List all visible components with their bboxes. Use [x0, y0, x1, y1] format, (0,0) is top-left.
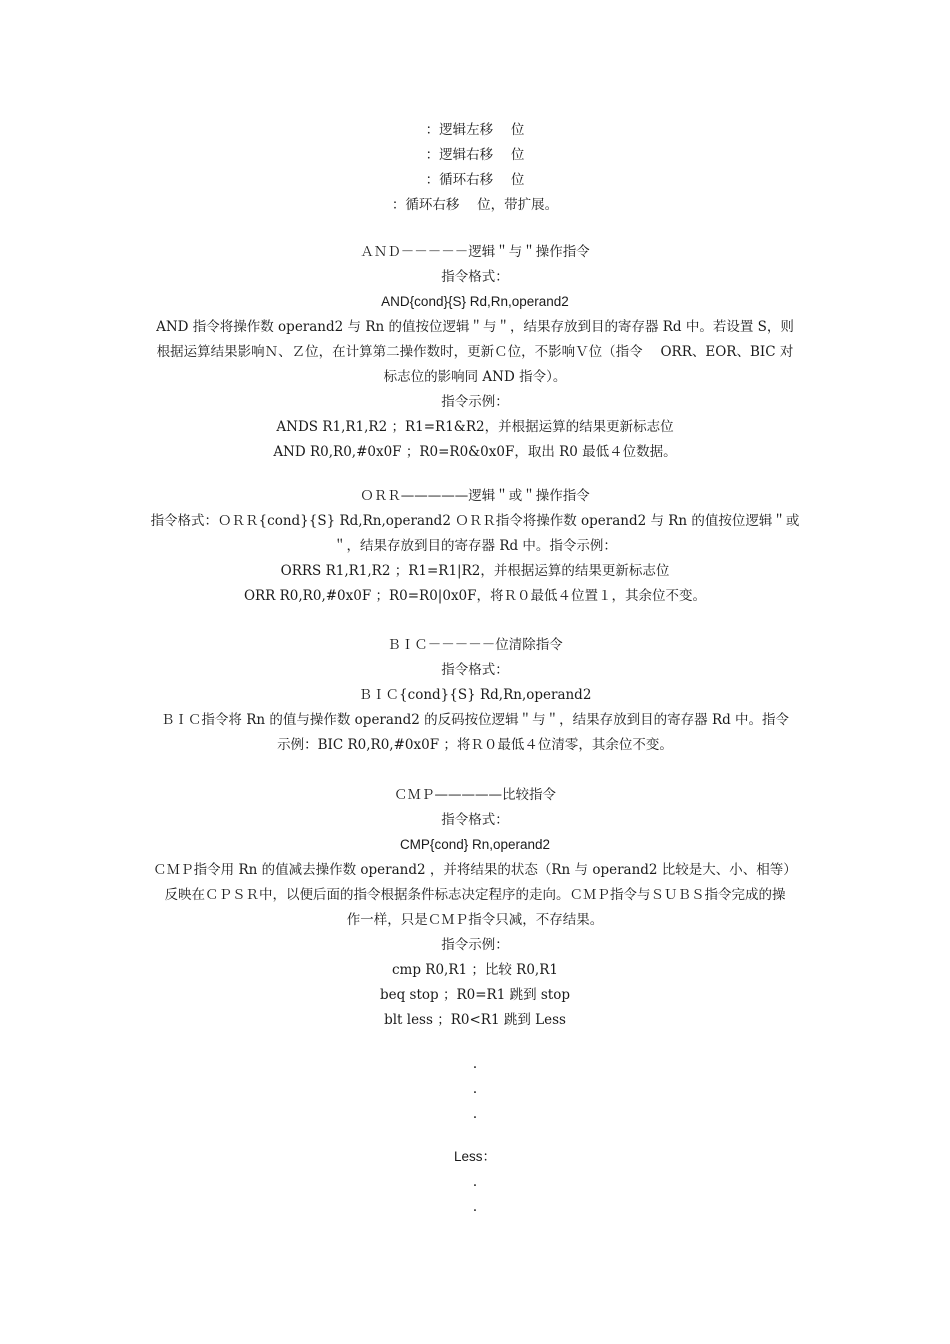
bic-section-title: ＢＩＣ－－－－－位清除指令 — [387, 637, 563, 653]
bic-description-line-1: ＢＩＣ指令将 Rn 的值与操作数 operand2 的反码按位逻辑＂与＂，结果存放到目的寄存器 Rd 中。指令 — [160, 712, 790, 728]
and-description-line-2: 根据运算结果影响Ｎ、Ｚ位，在计算第二操作数时，更新Ｃ位，不影响Ｖ位（指令 ORR、EOR、BIC 对 — [156, 344, 794, 360]
cmp-section-title: ＣＭＰ—————比较指令 — [394, 787, 556, 803]
cmp-description-line-1: ＣＭＰ指令用 Rn 的值减去操作数 operand2 ，并将结果的状态（Rn 与 operand2 比较是大、小、相等） — [153, 862, 797, 878]
ellipsis-dot: . — [472, 1174, 478, 1190]
cmp-description-line-2: 反映在ＣＰＳＲ中，以便后面的指令根据条件标志决定程序的走向。ＣＭＰ指令与ＳＵＢＳ指令完成的操 — [164, 887, 786, 903]
and-format-label: 指令格式： — [441, 269, 509, 285]
and-example-2: AND R0,R0,#0x0F ；R0=R0&0x0F，取出 R0 最低４位数据。 — [273, 444, 677, 460]
shift-op-rrx: ：循环右移 位，带扩展。 — [391, 197, 559, 213]
cmp-example-2: beq stop ；R0=R1 跳到 stop — [379, 987, 570, 1003]
bic-description-line-2: 示例：BIC R0,R0,#0x0F ；将Ｒ０最低４位清零，其余位不变。 — [277, 737, 673, 753]
ellipsis-dot: . — [472, 1081, 478, 1097]
and-example-label: 指令示例： — [441, 394, 509, 410]
cmp-example-label: 指令示例： — [441, 937, 509, 953]
and-format: AND{cond}{S} Rd,Rn,operand2 — [381, 294, 569, 309]
cmp-format: CMP{cond} Rn,operand2 — [399, 837, 551, 852]
bic-format-label: 指令格式： — [441, 662, 509, 678]
less-label: Less： — [453, 1149, 497, 1164]
cmp-example-3: blt less ；R0<R1 跳到 Less — [384, 1012, 566, 1028]
and-description-line-1: AND 指令将操作数 operand2 与 Rn 的值按位逻辑＂与＂，结果存放到目的寄存器 Rd 中。若设置 S，则 — [156, 319, 794, 335]
bic-format: ＢＩＣ{cond}{S} Rd,Rn,operand2 — [358, 687, 592, 703]
orr-description-line-1: 指令格式：ＯＲＲ{cond}{S} Rd,Rn,operand2 ＯＲＲ指令将操作数 operand2 与 Rn 的值按位逻辑＂或 — [150, 513, 800, 529]
ellipsis-dot: . — [472, 1199, 478, 1215]
orr-example-1: ORRS R1,R1,R2 ；R1=R1|R2，并根据运算的结果更新标志位 — [280, 563, 670, 579]
orr-description-line-2: ＂，结果存放到目的寄存器 Rd 中。指令示例： — [333, 538, 617, 554]
cmp-description-line-3: 作一样，只是ＣＭＰ指令只减，不存结果。 — [346, 912, 604, 928]
cmp-example-1: cmp R0,R1 ；比较 R0,R1 — [392, 962, 558, 978]
ellipsis-dot: . — [472, 1056, 478, 1072]
orr-example-2: ORR R0,R0,#0x0F ；R0=R0|0x0F，将Ｒ０最低４位置１，其余位不变。 — [243, 588, 707, 604]
orr-section-title: ＯＲＲ—————逻辑＂或＂操作指令 — [360, 488, 590, 504]
and-example-1: ANDS R1,R1,R2 ；R1=R1&R2，并根据运算的结果更新标志位 — [276, 419, 674, 435]
shift-op-lsr: ：逻辑右移 位 — [425, 147, 525, 163]
and-section-title: ＡＮＤ－－－－－逻辑＂与＂操作指令 — [360, 244, 590, 260]
ellipsis-dot: . — [472, 1106, 478, 1122]
shift-op-lsl: ：逻辑左移 位 — [425, 122, 525, 138]
and-description-line-3: 标志位的影响同 AND 指令）。 — [383, 369, 567, 385]
cmp-format-label: 指令格式： — [441, 812, 509, 828]
shift-op-ror: ：循环右移 位 — [425, 172, 525, 188]
